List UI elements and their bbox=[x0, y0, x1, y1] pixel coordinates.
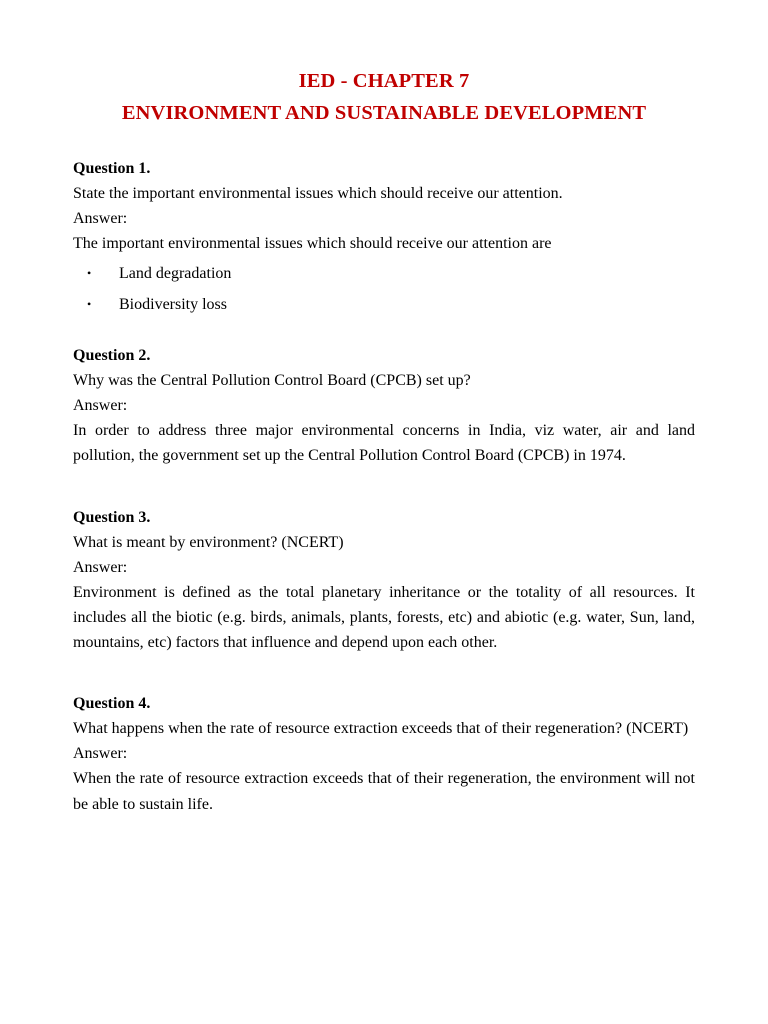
chapter-title: IED - CHAPTER 7 bbox=[298, 70, 470, 92]
question-block-1 bbox=[73, 156, 695, 317]
answer-label: Answer: bbox=[73, 558, 128, 576]
question-label: Question 4. bbox=[73, 695, 151, 713]
document-page bbox=[73, 66, 695, 817]
question-text: State the important environmental issues which should receive our attention. bbox=[73, 185, 563, 202]
answer-text: When the rate of resource extraction exceeds that of their regeneration, the environment will not be able to sustain life. bbox=[73, 770, 695, 813]
answer-text: The important environmental issues which should receive our attention are bbox=[73, 235, 552, 252]
question-block-4 bbox=[73, 691, 695, 817]
bullet-text: Biodiversity loss bbox=[119, 296, 228, 313]
question-block-2 bbox=[73, 343, 695, 469]
list-item bbox=[73, 292, 695, 317]
question-label: Question 3. bbox=[73, 508, 151, 526]
list-item bbox=[73, 261, 695, 286]
answer-bullet-list bbox=[73, 261, 695, 317]
answer-label: Answer: bbox=[73, 210, 128, 227]
answer-text: In order to address three major environmental concerns in India, viz water, air and land pollution, the government set up the Central Pollution Control Board (CPCB) in 1974. bbox=[73, 422, 695, 465]
answer-label: Answer: bbox=[73, 397, 128, 414]
answer-label: Answer: bbox=[73, 745, 128, 763]
bullet-icon: • bbox=[87, 266, 92, 280]
question-text: What is meant by environment? (NCERT) bbox=[73, 533, 344, 551]
question-text: Why was the Central Pollution Control Board (CPCB) set up? bbox=[73, 372, 471, 389]
question-label: Question 1. bbox=[73, 160, 151, 177]
bullet-icon: • bbox=[87, 297, 92, 311]
question-block-3 bbox=[73, 505, 695, 656]
bullet-text: Land degradation bbox=[119, 265, 232, 282]
question-text: What happens when the rate of resource extraction exceeds that of their regeneration? (NCERT) bbox=[73, 720, 689, 738]
question-label: Question 2. bbox=[73, 347, 151, 364]
chapter-subtitle: ENVIRONMENT AND SUSTAINABLE DEVELOPMENT bbox=[121, 102, 647, 124]
answer-text: Environment is defined as the total planetary inheritance or the totality of all resources. It includes all the biotic (e.g. birds, animals, plants, forests, etc) and abiotic (e.g. water, Sun, land, mountains, etc) factors that influence and depend upon each other. bbox=[73, 583, 695, 652]
